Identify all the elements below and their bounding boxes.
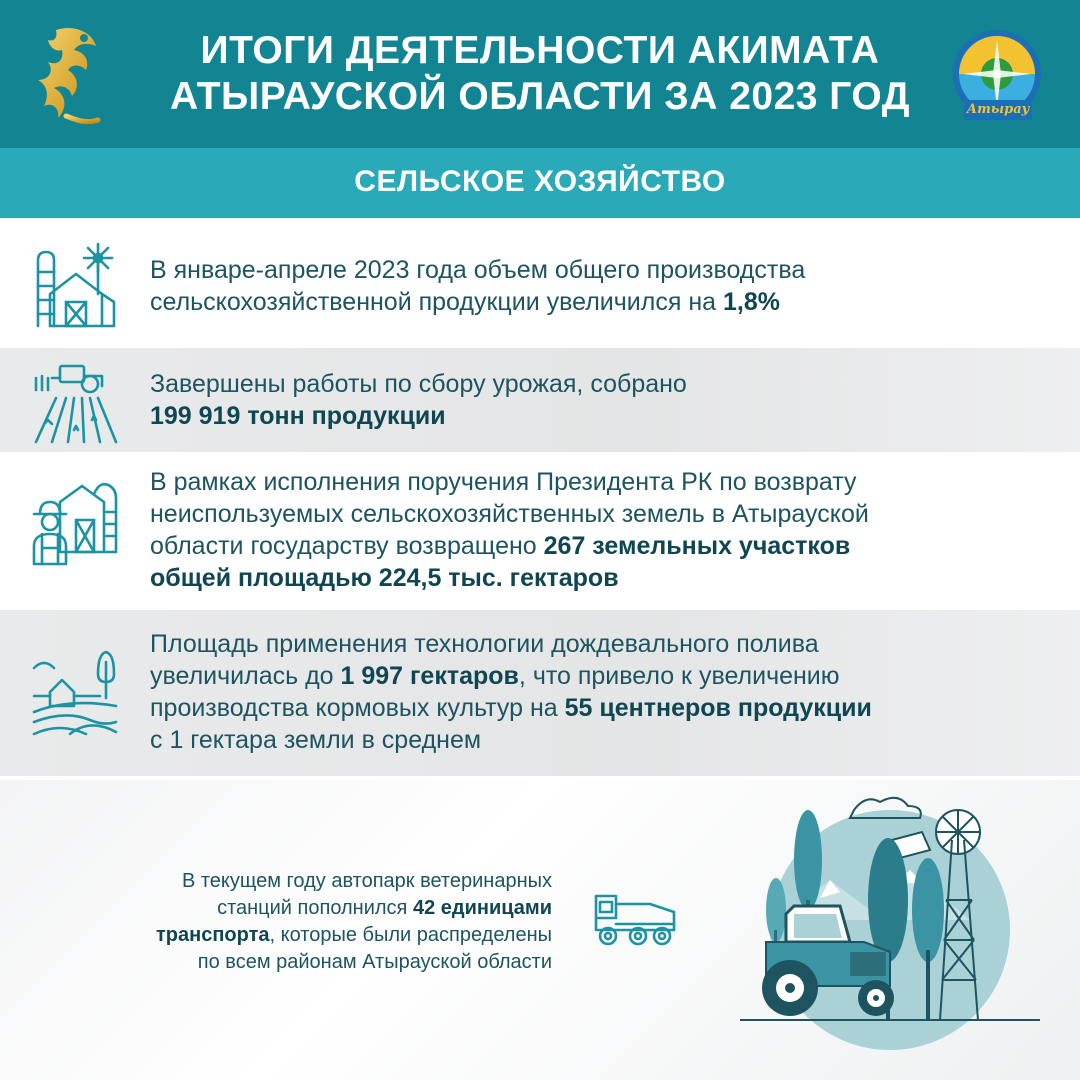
farm-icon	[30, 240, 120, 330]
harvester-field-icon	[30, 358, 120, 448]
page-title-line-1: ИТОГИ ДЕЯТЕЛЬНОСТИ АКИМАТА	[200, 29, 880, 72]
highlight-value: 199 919 тонн продукции	[150, 402, 446, 430]
info-row-production	[0, 218, 1080, 348]
text-span: , которые были распределены	[269, 924, 552, 946]
info-row-land-return	[0, 452, 1080, 610]
highlight-value: транспорта	[156, 924, 270, 946]
text-span: станций пополнился	[217, 897, 413, 919]
text-span: увеличилась до	[150, 662, 341, 690]
highlight-value: общей площадью 224,5 тыс. гектаров	[150, 564, 619, 592]
section-header	[0, 148, 1080, 218]
info-text-line: неиспользуемых сельскохозяйственных земель в Атырауской	[150, 500, 869, 528]
info-text-line	[150, 400, 1050, 432]
page-title-line-2: АТЫРАУСКОЙ ОБЛАСТИ ЗА 2023 ГОД	[170, 75, 910, 118]
info-text-line: Площадь применения технологии дождевального полива	[150, 630, 819, 658]
info-text-line: по всем районам Атырауской области	[197, 951, 552, 973]
highlight-value: 1,8%	[722, 288, 780, 316]
info-text-line	[40, 895, 552, 922]
section-title: СЕЛЬСКОЕ ХОЗЯЙСТВО	[354, 165, 726, 198]
info-text-irrigation	[150, 628, 1050, 756]
info-text-line: Завершены работы по сбору урожая, собрано	[150, 370, 687, 398]
info-text-line	[150, 692, 1050, 724]
text-span: области государству возвращено	[150, 532, 544, 560]
highlight-value: 267 земельных участков	[543, 532, 851, 560]
atyrau-emblem	[950, 28, 1044, 126]
info-row-irrigation	[0, 610, 1080, 776]
dump-truck-icon	[592, 890, 678, 950]
text-span: , что привело к увеличению	[518, 662, 840, 690]
info-text-line	[40, 922, 552, 949]
vet-transport-text	[40, 868, 552, 976]
text-span: производства кормовых культур на	[150, 694, 565, 722]
page-title	[150, 28, 930, 120]
text-span: сельскохозяйственной продукции увеличился на	[150, 288, 723, 316]
info-text-line: с 1 гектара земли в среднем	[150, 726, 482, 754]
farmer-barn-icon	[30, 476, 120, 566]
info-row-harvest	[0, 348, 1080, 452]
info-text-production	[150, 254, 1050, 318]
info-text-line: В рамках исполнения поручения Президента РК по возврату	[150, 468, 857, 496]
info-text-line	[150, 530, 1050, 562]
emblem-label: Атырау	[964, 100, 1032, 120]
info-text-line	[150, 286, 1050, 318]
fields-landscape-icon	[30, 648, 120, 738]
highlight-value: 1 997 гектаров	[340, 662, 519, 690]
highlight-value: 42 единицами	[412, 897, 552, 919]
info-text-line: В текущем году автопарк ветеринарных	[181, 870, 552, 892]
header-bar	[0, 0, 1080, 148]
info-text-land-return	[150, 466, 1050, 594]
info-text-harvest	[150, 368, 1050, 432]
info-text-line	[150, 562, 1050, 594]
info-text-line: В январе-апреле 2023 года объем общего производства	[150, 256, 806, 284]
tractor-farm-illustration-icon	[740, 780, 1040, 1060]
info-text-line	[150, 660, 1050, 692]
highlight-value: 55 центнеров продукции	[564, 694, 872, 722]
snow-leopard-logo-icon	[26, 20, 110, 132]
